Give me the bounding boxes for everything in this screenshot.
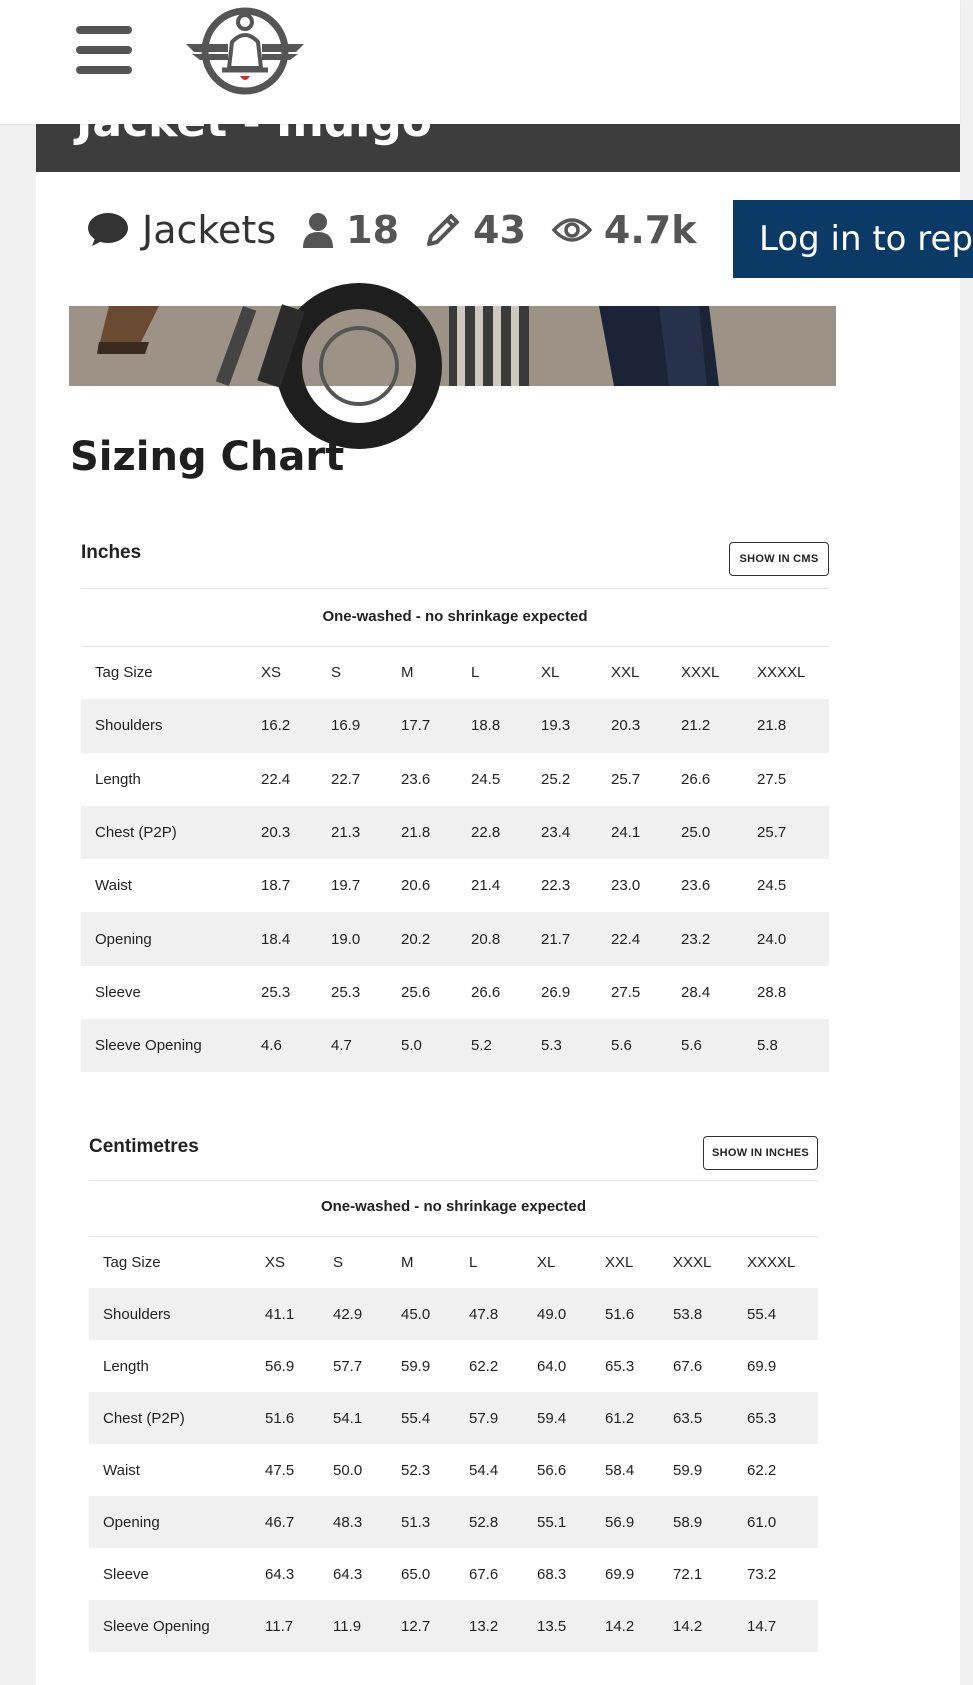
value-cell: 64.0: [537, 1357, 567, 1375]
category-label: Jackets: [142, 208, 277, 252]
topic-stats: [86, 200, 723, 260]
inches-chart: [81, 540, 829, 1075]
value-cell: 57.9: [455, 1392, 523, 1444]
value-cell: 55.4: [387, 1392, 455, 1444]
row-label-cell: Length: [103, 1357, 149, 1375]
value-cell: 46.7: [251, 1496, 319, 1548]
inches-table: [81, 646, 829, 1072]
value-cell: 28.4: [681, 983, 711, 1001]
header-cell: S: [331, 664, 342, 682]
value-cell: 20.2: [387, 912, 457, 965]
table-header-row: [81, 646, 829, 699]
value-cell: 22.7: [331, 770, 361, 788]
value-cell: 5.8: [743, 1019, 829, 1072]
value-cell: 59.9: [401, 1357, 431, 1375]
value-cell: 16.9: [317, 699, 387, 752]
row-label-cell: Sleeve: [103, 1565, 149, 1583]
value-cell: 18.7: [261, 877, 291, 895]
value-cell: 72.1: [673, 1565, 703, 1583]
row-label-cell: Shoulders: [81, 699, 247, 752]
eye-icon: [552, 215, 592, 245]
header-cell: S: [333, 1253, 344, 1271]
value-cell: 55.4: [733, 1288, 818, 1340]
header-cell: L: [471, 664, 480, 682]
value-cell: 55.1: [523, 1496, 591, 1548]
header-cell: Tag Size: [103, 1253, 161, 1271]
views-stat: [552, 208, 697, 252]
site-header: [0, 0, 960, 124]
value-cell: 68.3: [537, 1565, 567, 1583]
value-cell: 22.3: [541, 877, 571, 895]
value-cell: 26.9: [541, 983, 571, 1001]
row-label-cell: Sleeve Opening: [81, 1019, 247, 1072]
value-cell: 22.8: [457, 806, 527, 859]
sizing-chart-heading: Sizing Chart: [70, 434, 345, 480]
table-row: [89, 1288, 818, 1340]
centimetres-table-body: [89, 1236, 818, 1652]
value-cell: 21.8: [743, 699, 829, 752]
row-label-cell: Chest (P2P): [89, 1392, 251, 1444]
value-cell: 59.4: [523, 1392, 591, 1444]
value-cell: 16.2: [247, 699, 317, 752]
value-cell: 17.7: [387, 699, 457, 752]
header-cell: XXL: [611, 664, 640, 682]
unit-title: Inches: [81, 542, 142, 563]
value-cell: 4.7: [317, 1019, 387, 1072]
header-cell: M: [401, 664, 414, 682]
table-row: [81, 859, 829, 912]
speech-bubble-icon: [86, 210, 130, 250]
value-cell: 14.2: [591, 1600, 659, 1652]
value-cell: 22.4: [261, 770, 291, 788]
value-cell: 67.6: [469, 1565, 499, 1583]
header-cell: XXXL: [681, 664, 720, 682]
table-row: [89, 1340, 818, 1392]
header-cell: XXXXL: [747, 1253, 796, 1271]
row-label-cell: Sleeve: [95, 983, 141, 1001]
value-cell: 49.0: [523, 1288, 591, 1340]
value-cell: 69.9: [747, 1357, 777, 1375]
value-cell: 5.3: [527, 1019, 597, 1072]
user-icon: [302, 212, 334, 248]
value-cell: 18.4: [247, 912, 317, 965]
value-cell: 21.3: [317, 806, 387, 859]
value-cell: 25.3: [331, 983, 361, 1001]
value-cell: 19.0: [317, 912, 387, 965]
value-cell: 56.9: [591, 1496, 659, 1548]
value-cell: 11.7: [251, 1600, 319, 1652]
show-in-inches-button[interactable]: SHOW IN INCHES: [703, 1136, 818, 1170]
value-cell: 13.2: [455, 1600, 523, 1652]
value-cell: 24.0: [743, 912, 829, 965]
value-cell: 23.6: [681, 877, 711, 895]
value-cell: 65.0: [401, 1565, 431, 1583]
value-cell: 20.3: [597, 699, 667, 752]
divider: [89, 1180, 818, 1181]
value-cell: 50.0: [333, 1461, 363, 1479]
pencil-icon: [425, 212, 461, 248]
value-cell: 24.5: [757, 877, 787, 895]
value-cell: 21.8: [387, 806, 457, 859]
table-row: [81, 806, 829, 859]
row-label-cell: Waist: [95, 877, 132, 895]
row-label-cell: Opening: [81, 912, 247, 965]
value-cell: 54.1: [319, 1392, 387, 1444]
unit-title: Centimetres: [89, 1136, 199, 1157]
table-row: [81, 699, 829, 752]
value-cell: 19.7: [331, 877, 361, 895]
value-cell: 25.7: [611, 770, 641, 788]
value-cell: 52.8: [455, 1496, 523, 1548]
divider: [81, 588, 829, 589]
value-cell: 51.3: [387, 1496, 455, 1548]
value-cell: 56.9: [265, 1357, 295, 1375]
value-cell: 5.6: [667, 1019, 743, 1072]
header-cell: Tag Size: [95, 664, 153, 682]
value-cell: 23.0: [611, 877, 641, 895]
shrinkage-note: One-washed - no shrinkage expected: [322, 608, 588, 625]
topic-banner: [36, 124, 960, 172]
header-cell: L: [469, 1253, 478, 1271]
value-cell: 14.2: [659, 1600, 733, 1652]
value-cell: 57.7: [333, 1357, 363, 1375]
views-count: 4.7k: [603, 208, 697, 252]
value-cell: 62.2: [747, 1461, 777, 1479]
header-cell: XXXXL: [757, 664, 806, 682]
centimetres-table: [89, 1236, 818, 1652]
hamburger-menu-icon[interactable]: [76, 26, 132, 74]
value-cell: 53.8: [659, 1288, 733, 1340]
table-row: [89, 1496, 818, 1548]
value-cell: 52.3: [401, 1461, 431, 1479]
posts-stat: [425, 208, 526, 252]
header-cell: XXL: [605, 1253, 634, 1271]
value-cell: 5.2: [457, 1019, 527, 1072]
value-cell: 56.6: [537, 1461, 567, 1479]
value-cell: 61.2: [591, 1392, 659, 1444]
value-cell: 54.4: [469, 1461, 499, 1479]
value-cell: 41.1: [251, 1288, 319, 1340]
value-cell: 62.2: [469, 1357, 499, 1375]
value-cell: 5.0: [387, 1019, 457, 1072]
header-cell: XL: [541, 664, 560, 682]
value-cell: 18.8: [457, 699, 527, 752]
value-cell: 67.6: [673, 1357, 703, 1375]
table-row: [81, 966, 829, 1019]
inches-table-body: [81, 646, 829, 1072]
header-cell: XL: [537, 1253, 556, 1271]
winged-bell-logo-icon[interactable]: [184, 4, 306, 96]
value-cell: 26.6: [471, 983, 501, 1001]
table-row: [89, 1444, 818, 1496]
value-cell: 45.0: [387, 1288, 455, 1340]
header-cell: XS: [261, 664, 282, 682]
value-cell: 24.1: [597, 806, 667, 859]
value-cell: 73.2: [747, 1565, 777, 1583]
value-cell: 21.4: [471, 877, 501, 895]
value-cell: 28.8: [757, 983, 787, 1001]
value-cell: 21.7: [527, 912, 597, 965]
users-count: 18: [346, 208, 400, 252]
row-label-cell: Waist: [103, 1461, 140, 1479]
value-cell: 12.7: [387, 1600, 455, 1652]
table-row: [81, 912, 829, 965]
users-stat: [302, 208, 399, 252]
table-header-row: [89, 1236, 818, 1288]
centimetres-chart: [89, 1134, 818, 1654]
value-cell: 20.3: [247, 806, 317, 859]
value-cell: 42.9: [319, 1288, 387, 1340]
row-label-cell: Length: [95, 770, 141, 788]
row-label-cell: Shoulders: [89, 1288, 251, 1340]
motorcycle-photo: [69, 306, 836, 386]
category-link[interactable]: [86, 208, 276, 252]
value-cell: 25.3: [261, 983, 291, 1001]
value-cell: 5.6: [597, 1019, 667, 1072]
value-cell: 25.7: [743, 806, 829, 859]
table-row: [89, 1548, 818, 1600]
value-cell: 65.3: [733, 1392, 818, 1444]
value-cell: 51.6: [591, 1288, 659, 1340]
table-row: [89, 1600, 818, 1652]
row-label-cell: Sleeve Opening: [89, 1600, 251, 1652]
value-cell: 26.6: [681, 770, 711, 788]
value-cell: 59.9: [673, 1461, 703, 1479]
row-label-cell: Opening: [89, 1496, 251, 1548]
value-cell: 27.5: [757, 770, 787, 788]
value-cell: 4.6: [247, 1019, 317, 1072]
value-cell: 25.2: [541, 770, 571, 788]
value-cell: 47.5: [265, 1461, 295, 1479]
value-cell: 65.3: [605, 1357, 635, 1375]
value-cell: 22.4: [597, 912, 667, 965]
table-row: [81, 1019, 829, 1072]
value-cell: 48.3: [319, 1496, 387, 1548]
value-cell: 69.9: [605, 1565, 635, 1583]
show-in-cms-button[interactable]: SHOW IN CMS: [729, 542, 829, 576]
value-cell: 21.2: [667, 699, 743, 752]
value-cell: 14.7: [733, 1600, 818, 1652]
value-cell: 20.8: [457, 912, 527, 965]
value-cell: 64.3: [333, 1565, 363, 1583]
value-cell: 23.6: [401, 770, 431, 788]
value-cell: 25.6: [401, 983, 431, 1001]
header-cell: XXXL: [673, 1253, 712, 1271]
value-cell: 51.6: [251, 1392, 319, 1444]
value-cell: 58.4: [605, 1461, 635, 1479]
value-cell: 63.5: [659, 1392, 733, 1444]
value-cell: 47.8: [455, 1288, 523, 1340]
table-row: [81, 753, 829, 806]
value-cell: 23.4: [527, 806, 597, 859]
value-cell: 27.5: [611, 983, 641, 1001]
value-cell: 25.0: [667, 806, 743, 859]
shrinkage-note: One-washed - no shrinkage expected: [320, 1198, 587, 1215]
login-to-reply-button[interactable]: Log in to rep: [733, 200, 973, 278]
table-row: [89, 1392, 818, 1444]
value-cell: 20.6: [401, 877, 431, 895]
value-cell: 64.3: [265, 1565, 295, 1583]
value-cell: 11.9: [319, 1600, 387, 1652]
posts-count: 43: [473, 208, 526, 252]
value-cell: 19.3: [527, 699, 597, 752]
value-cell: 24.5: [471, 770, 501, 788]
value-cell: 61.0: [733, 1496, 818, 1548]
row-label-cell: Chest (P2P): [81, 806, 247, 859]
header-cell: XS: [265, 1253, 286, 1271]
value-cell: 13.5: [523, 1600, 591, 1652]
header-cell: M: [401, 1253, 414, 1271]
value-cell: 23.2: [667, 912, 743, 965]
value-cell: 58.9: [659, 1496, 733, 1548]
